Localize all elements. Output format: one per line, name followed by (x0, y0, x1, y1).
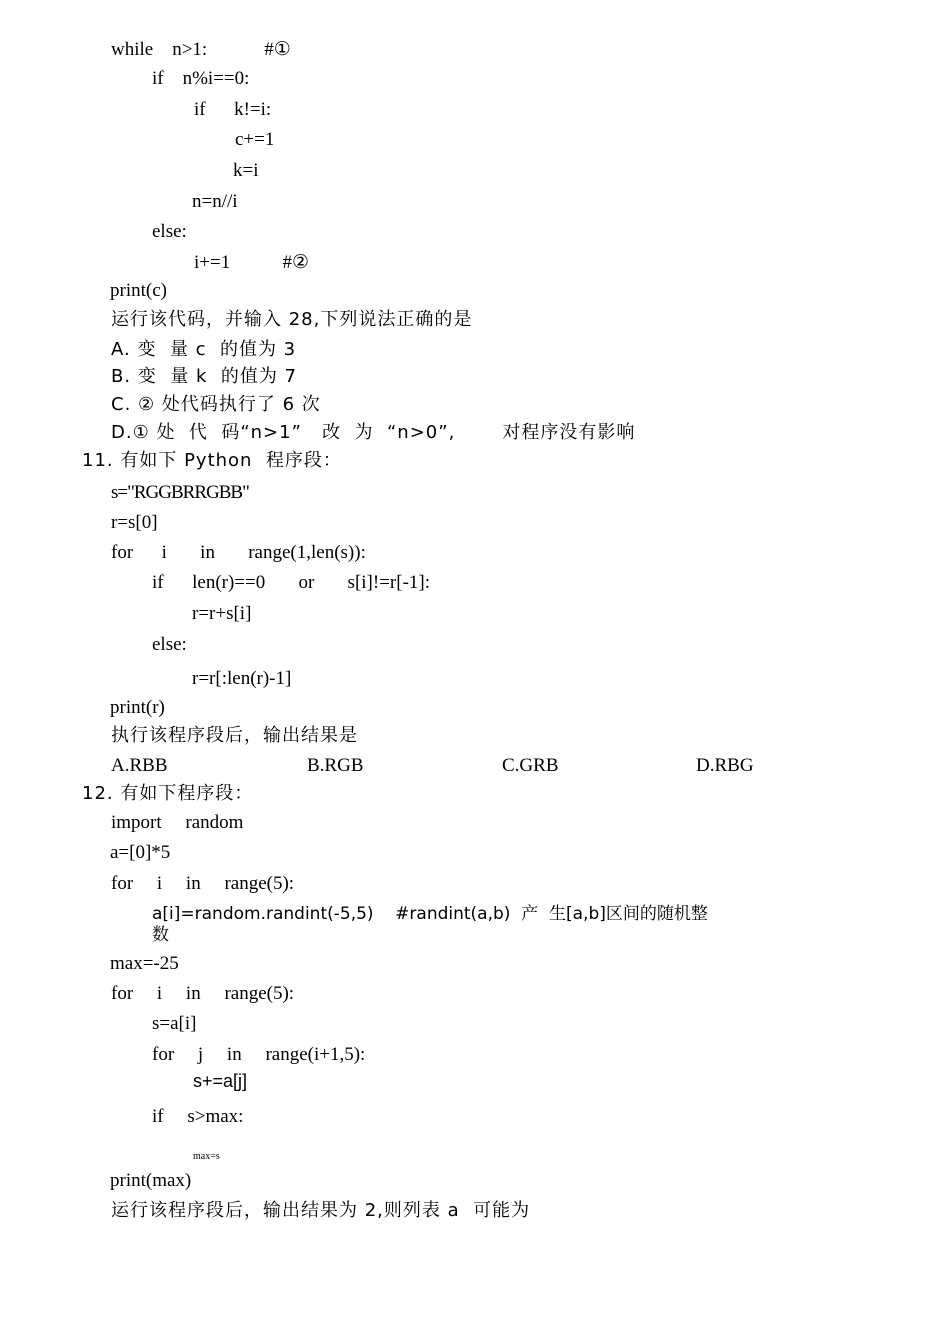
code-line: r=r+s[i] (192, 603, 252, 624)
code-line: if k!=i: (194, 99, 272, 120)
code-line: if len(r)==0 or s[i]!=r[-1]: (152, 572, 431, 593)
option-d: D.RBG (696, 755, 754, 776)
question-header: 12. 有如下程序段： (82, 783, 254, 804)
question-prompt: 执行该程序段后，输出结果是 (111, 725, 358, 746)
option-c: C.GRB (502, 755, 559, 776)
option-b: B. 变 量 k 的值为 7 (111, 366, 297, 387)
code-line: else: (152, 634, 187, 655)
code-line: for j in range(i+1,5): (152, 1044, 366, 1065)
option-a: A. 变 量 c 的值为 3 (111, 339, 297, 360)
code-line: for i in range(5): (111, 983, 295, 1004)
code-line: print(r) (110, 697, 165, 718)
question-header: 11. 有如下 Python 程序段： (82, 450, 342, 471)
code-line: c+=1 (235, 129, 275, 150)
code-line: max=-25 (110, 953, 179, 974)
option-c: C. ② 处代码执行了 6 次 (111, 394, 321, 415)
code-line: while n>1: #① (111, 39, 291, 60)
code-line: s+=a[j] (193, 1071, 248, 1091)
option-b: B.RGB (307, 755, 364, 776)
code-line: if s>max: (152, 1106, 244, 1127)
code-line: import random (111, 812, 244, 833)
code-line: s="RGGBRRGBB" (111, 482, 249, 503)
code-line: 数 (152, 925, 169, 945)
code-line: for i in range(5): (111, 873, 295, 894)
code-line: n=n//i (192, 191, 238, 212)
code-line: print(max) (110, 1170, 192, 1191)
question-prompt: 运行该代码，并输入 28,下列说法正确的是 (111, 309, 473, 330)
code-line: r=r[:len(r)-1] (192, 668, 292, 689)
code-line: a[i]=random.randint(-5,5) #randint(a,b) 产 生[a,b]区间的随机整 (152, 904, 708, 924)
code-line: k=i (233, 160, 259, 181)
code-line: else: (152, 221, 187, 242)
question-prompt: 运行该程序段后，输出结果为 2,则列表 a 可能为 (111, 1200, 531, 1221)
code-line: s=a[i] (152, 1013, 197, 1034)
code-line: print(c) (110, 280, 167, 301)
code-line: for i in range(1,len(s)): (111, 542, 366, 563)
code-line: r=s[0] (111, 512, 158, 533)
code-line: i+=1 #② (194, 252, 309, 273)
option-a: A.RBB (111, 755, 168, 776)
code-line: max=s (193, 1151, 220, 1162)
code-line: a=[0]*5 (110, 842, 171, 863)
code-line: if n%i==0: (152, 68, 250, 89)
option-d: D.① 处 代 码“n>1” 改 为 “n>0”, 对程序没有影响 (111, 422, 636, 443)
